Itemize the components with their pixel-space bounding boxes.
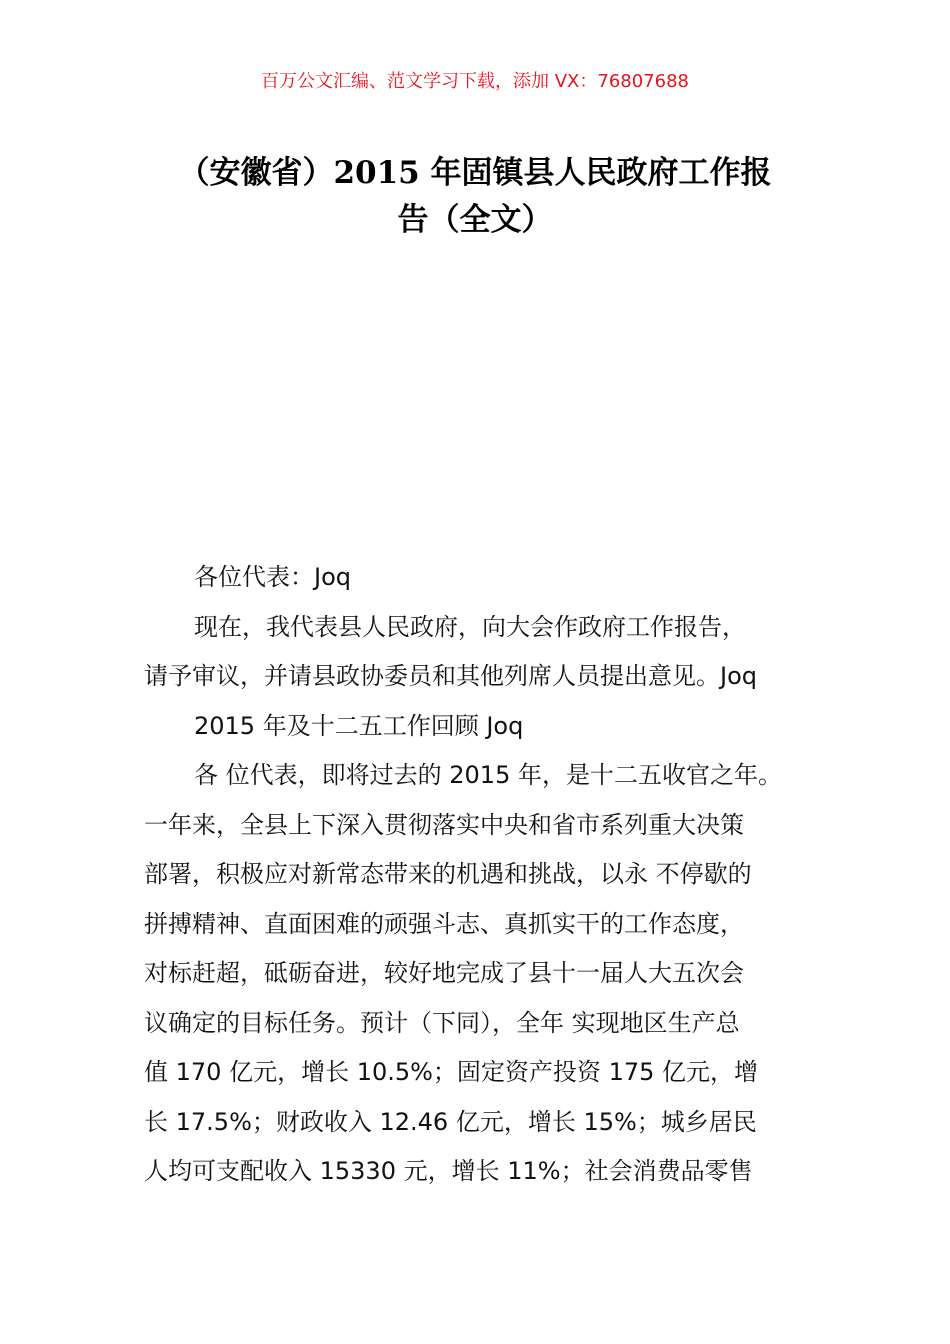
paragraph-line: 请予审议，并请县政协委员和其他列席人员提出意见。Joq [144,662,757,690]
title-line: （安徽省）2015 年固镇县人民政府工作报 [178,155,772,191]
paragraph-line: 部署，积极应对新常态带来的机遇和挑战，以永 不停歇的 [144,860,752,888]
paragraph-line: 对标赶超，砥砺奋进，较好地完成了县十一届人大五次会 [144,959,744,987]
paragraph-line: 一年来，全县上下深入贯彻落实中央和省市系列重大决策 [144,810,744,839]
paragraph-line: 现在，我代表县人民政府，向大会作政府工作报告， [194,612,746,641]
paragraph-line: 议确定的目标任务。预计（下同），全年 实现地区生产总 [144,1008,740,1037]
paragraph-line: 拼搏精神、直面困难的顽强斗志、真抓实干的工作态度， [144,909,744,938]
document-title [120,150,830,244]
paragraph-line: 值 170 亿元，增长 10.5%；固定资产投资 175 亿元，增 [144,1058,759,1086]
paragraph-line: 各 位代表，即将过去的 2015 年，是十二五收官之年。 [194,761,782,789]
header-advert-note: 百万公文汇编、范文学习下载，添加 VX：76807688 [261,71,689,92]
salutation-paragraph [144,553,810,603]
section-heading [144,702,810,752]
document-body [144,553,810,1197]
paragraph-line: 2015 年及十二五工作回顾 Joq [194,711,524,740]
opening-paragraph [144,603,810,702]
paragraph-line: 各位代表：Joq [194,563,351,591]
paragraph-line: 人均可支配收入 15330 元，增长 11%；社会消费品零售 [144,1157,753,1185]
paragraph-line: 长 17.5%；财政收入 12.46 亿元，增长 15%；城乡居民 [144,1107,757,1136]
title-line: 告（全文） [397,202,553,238]
review-paragraph [144,751,810,1197]
